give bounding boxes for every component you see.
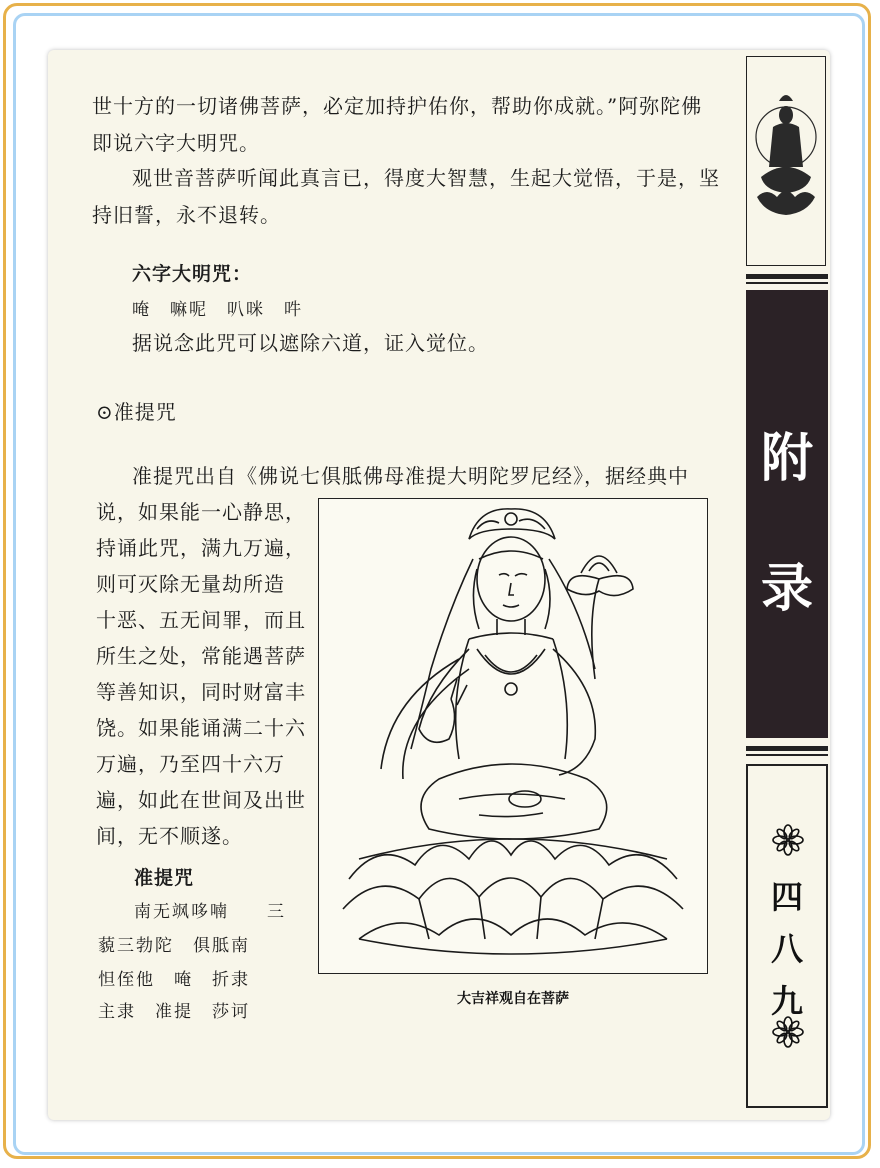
cundi-line: 间，无不顺遂。	[96, 824, 243, 848]
bodhisattva-illustration	[318, 498, 708, 974]
cundi-line: 说，如果能一心静思，	[96, 500, 306, 524]
six-syllable-mantra: 唵 嘛呢 叭咪 吽	[132, 300, 303, 320]
flower-ornament-icon	[772, 824, 804, 856]
seated-buddha-icon	[747, 57, 825, 265]
divider-rule	[746, 754, 828, 756]
body-line-4: 持旧誓，永不退转。	[92, 203, 281, 227]
cundi-mantra-line: 藐三勃陀 俱胝南	[98, 936, 250, 956]
section-title: ⊙准提咒	[96, 400, 177, 424]
page-number-digit-1: 四	[770, 878, 803, 916]
tab-top-panel	[746, 56, 826, 266]
cundi-mantra-line: 怛侄他 唵 折隶	[98, 970, 250, 990]
six-syllable-heading: 六字大明咒：	[132, 263, 253, 285]
section-char-2: 录	[760, 558, 813, 619]
divider-rule	[746, 282, 828, 284]
cundi-line: 等善知识，同时财富丰	[96, 680, 306, 704]
cundi-line: 万遍，乃至四十六万	[96, 752, 285, 776]
flower-ornament-icon	[772, 1016, 804, 1048]
section-char-1: 附	[760, 428, 813, 489]
page-number-panel	[746, 764, 828, 1108]
illustration-caption: 大吉祥观自在菩萨	[457, 991, 569, 1007]
divider-rule	[746, 274, 828, 279]
six-syllable-note: 据说念此咒可以遮除六道，证入觉位。	[132, 331, 489, 355]
cundi-line: 持诵此咒，满九万遍，	[96, 536, 306, 560]
body-line-1: 世十方的一切诸佛菩萨，必定加持护佑你，帮助你成就。”阿弥陀佛	[92, 94, 703, 118]
cundi-mantra-heading: 准提咒	[134, 867, 195, 889]
cundi-intro: 准提咒出自《佛说七俱胝佛母准提大明陀罗尼经》，据经典中	[132, 464, 689, 488]
cundi-line: 则可灭除无量劫所造	[96, 572, 285, 596]
cundi-mantra-line: 南无飒哆喃 三	[134, 902, 286, 922]
cundi-line: 十恶、五无间罪，而且	[96, 608, 306, 632]
bodhisattva-drawing	[319, 499, 707, 973]
divider-rule	[746, 746, 828, 751]
page-number-digit-2: 八	[770, 930, 803, 968]
body-line-3: 观世音菩萨听闻此真言已，得度大智慧，生起大觉悟，于是，坚	[132, 166, 720, 190]
cundi-line: 所生之处，常能遇菩萨	[96, 644, 306, 668]
body-line-2: 即说六字大明咒。	[92, 131, 260, 155]
section-tab	[746, 290, 828, 738]
cundi-line: 饶。如果能诵满二十六	[96, 716, 306, 740]
page-number-digit-3: 九	[770, 982, 803, 1020]
cundi-line: 遍，如此在世间及出世	[96, 788, 306, 812]
cundi-mantra-line: 主隶 准提 莎诃	[98, 1002, 250, 1022]
